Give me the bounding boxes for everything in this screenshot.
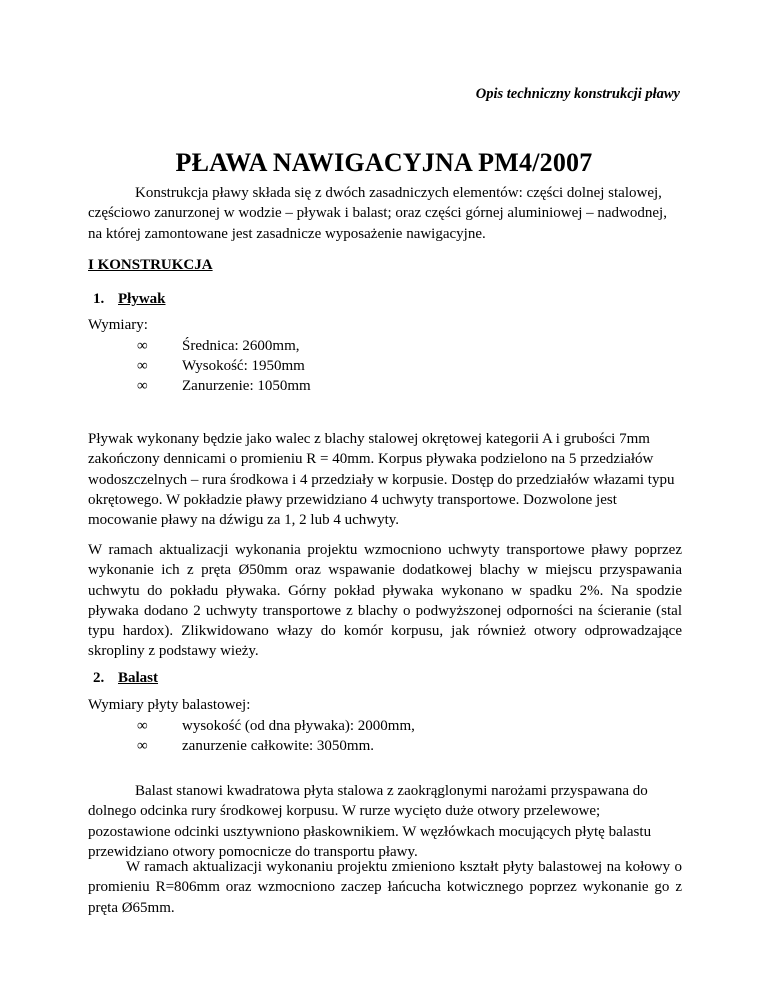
paragraph-text: W ramach aktualizacji wykonaniu projektu zmieniono kształt płyty balastowej na kołowy o promieniu R=806mm oraz wzmocniono zaczep łańcucha kotwicznego poprzez wykonanie go z pręta Ø65mm.: [88, 859, 682, 916]
subsection-heading-balast: [93, 670, 158, 687]
list-item: [137, 738, 467, 758]
dimension-value: Wysokość: 1950mm: [182, 358, 305, 374]
subsection-heading-plywak: [93, 291, 166, 308]
infinity-bullet-icon: ∞: [137, 718, 148, 734]
dimension-value: Zanurzenie: 1050mm: [182, 378, 311, 394]
document-header: Opis techniczny konstrukcji pławy: [475, 86, 680, 102]
paragraph-text: Balast stanowi kwadratowa płyta stalowa z zaokrąglonymi narożami przyspawana do dolnego odcinka rury środkowej korpusu. W rurze wycięto duże otwory przelewowe; pozostawione odcinki usztywniono płaskownikiem. W węzłówkach mocujących płytę balastu przewidziano otwory pomocnicze do transportu pławy.: [88, 783, 652, 860]
list-item: [137, 358, 437, 378]
subsection-number: 2.: [93, 670, 105, 686]
dimension-value: zanurzenie całkowite: 3050mm.: [182, 738, 375, 754]
list-item: [137, 338, 437, 358]
balast-update-paragraph: [88, 857, 682, 918]
subsection-label: Balast: [118, 670, 159, 686]
infinity-bullet-icon: ∞: [137, 378, 148, 394]
list-item: [137, 378, 437, 398]
infinity-bullet-icon: ∞: [137, 358, 148, 374]
page-title: PŁAWA NAWIGACYJNA PM4/2007: [175, 148, 593, 177]
paragraph-text: Pływak wykonany będzie jako walec z blachy stalowej okrętowej kategorii A i grubości 7mm zakończony dennicami o promieniu R = 40mm. Korpus pływaka podzielono na 5 przedziałów wodoszczelnych – rura środkowa i 4 przedziały w korpusie. Dostęp do przedziałów włazami typu okrętowego. W pokładzie pławy przewidziano 4 uchwyty transportowe. Dozwolone jest mocowanie pławy na dźwigu za 1, 2 lub 4 uchwyty.: [88, 431, 675, 529]
dimension-value: Średnica: 2600mm,: [182, 338, 300, 354]
intro-paragraph: [88, 183, 682, 244]
dimension-value: wysokość (od dna pływaka): 2000mm,: [182, 718, 415, 734]
intro-text: Konstrukcja pławy składa się z dwóch zasadniczych elementów: części dolnej stalowej, częściowo zanurzonej w wodzie – pływak i balast; oraz części górnej aluminiowej – nadwodnej, na której zamontowane jest zasadnicze wyposażenie nawigacyjne.: [88, 185, 667, 242]
section-heading-konstrukcja: I KONSTRUKCJA: [88, 257, 213, 273]
dimensions-label: Wymiary:: [88, 317, 148, 333]
plywak-update-paragraph: [88, 540, 682, 662]
infinity-bullet-icon: ∞: [137, 338, 148, 354]
balast-description-paragraph: [88, 781, 682, 862]
subsection-number: 1.: [93, 291, 105, 307]
ballast-dimensions-label: Wymiary płyty balastowej:: [88, 697, 251, 713]
subsection-label: Pływak: [118, 291, 166, 307]
infinity-bullet-icon: ∞: [137, 738, 148, 754]
paragraph-text: W ramach aktualizacji wykonania projektu wzmocniono uchwyty transportowe pławy poprzez wykonanie ich z pręta Ø50mm oraz wspawanie dodatkowej blachy w miejscu przyspawania uchwytu do pokładu pływaka. Górny pokład pływaka wykonano w spadku 2%. Na spodzie pływaka dodano 2 uchwyty transportowe z blachy o podwyższonej odporności na ścieranie (stal typu hardox). Zlikwidowano włazy do komór korpusu, jak również otwory odprowadzające skropliny z podstawy wieży.: [88, 542, 682, 660]
list-item: [137, 718, 467, 738]
plywak-description-paragraph: [88, 429, 682, 530]
